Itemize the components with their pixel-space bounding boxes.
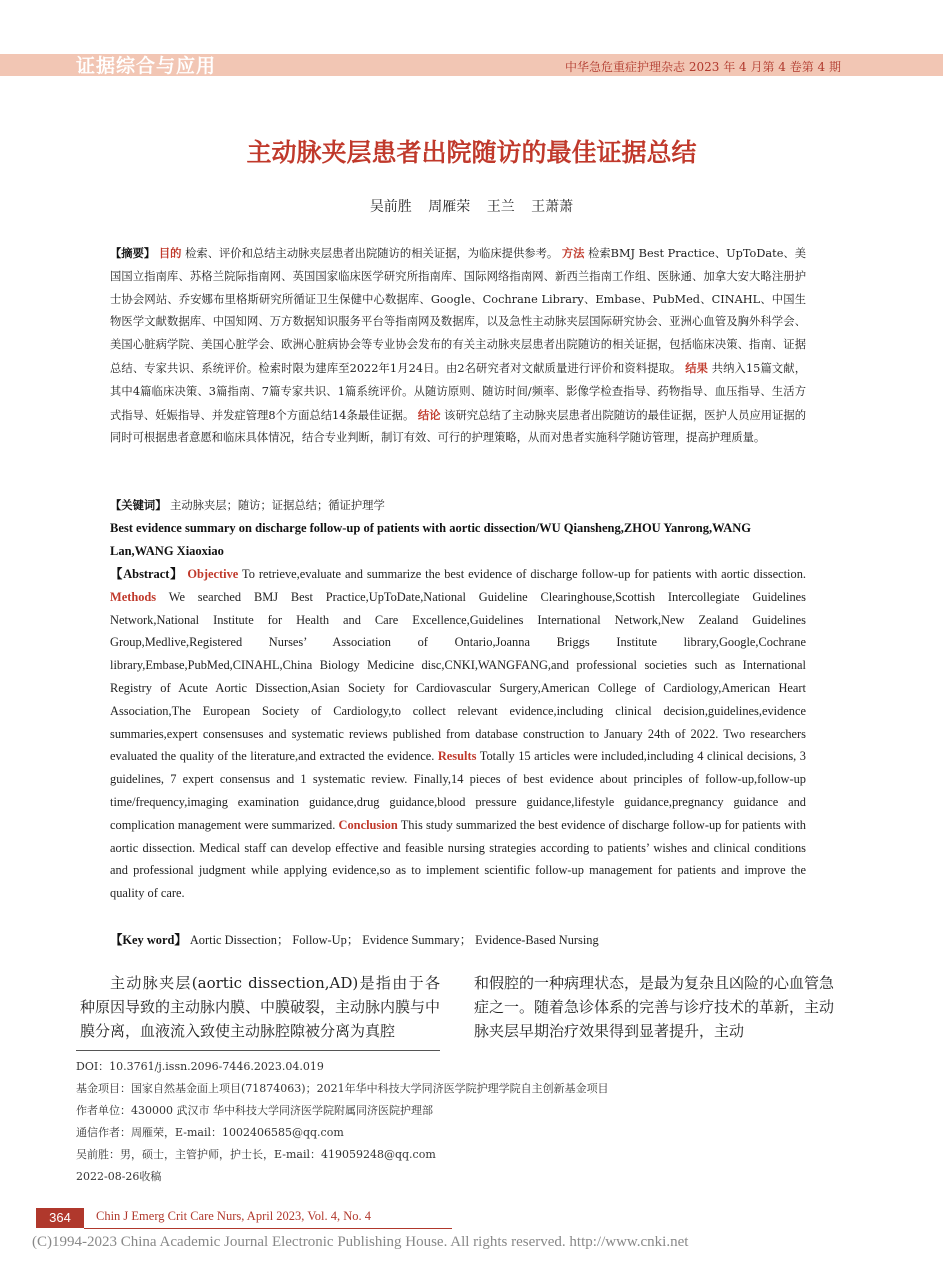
objective-en-text: To retrieve,evaluate and summarize the best evidence of discharge follow-up for patients with aortic dissection. bbox=[242, 567, 806, 581]
authors: 吴前胜 周雁荣 王兰 王萧萧 bbox=[369, 199, 574, 215]
abstract-en-label: 【Abstract】 bbox=[110, 567, 184, 581]
conclusion-label: 结论 bbox=[417, 407, 441, 422]
conclusion-en-label: Conclusion bbox=[338, 817, 398, 832]
keywords-en-label: 【Key word】 bbox=[110, 933, 187, 947]
footer-citation: Chin J Emerg Crit Care Nurs, April 2023, Vol. 4, No. 4 bbox=[96, 1209, 371, 1223]
abstract-en bbox=[110, 563, 806, 905]
methods-label: 方法 bbox=[561, 246, 585, 260]
body-left-column: 主动脉夹层(aortic dissection,AD)是指由于各种原因导致的主动脉内膜、中膜破裂，主动脉内膜与中膜分离，血液流入致使主动脉腔隙被分离为真腔 bbox=[80, 974, 441, 1040]
methods-en-text: We searched BMJ Best Practice,UpToDate,National Guideline Clearinghouse,Scottish Intercollegiate Guidelines Network,National Institute for Health and Care Excellence,Guidelines International Network,New Zealand Guidelines Group,Medlive,Registered Nurses’ Association of Ontario,Joanna Briggs Institute library,Google,Cochrane library,Embase,PubMed,CINAHL,China Biology Medicine disc,CNKI,WANGFANG,and professional societies such as International Registry of Acute Aortic Dissection,Asian Society for Cardiovascular Surgery,American College of Cardiology,American Heart Association,The European Society of Cardiology,to collect relevant evidence,including clinical decision,guidelines,evidence summaries,expert consensuses and systematic reviews published from database construction to January 24th of 2022. Two researchers evaluated the quality of the literature,and extracted the evidence. bbox=[110, 589, 807, 764]
keywords-cn bbox=[110, 494, 806, 518]
page-number: 364 bbox=[36, 1208, 84, 1228]
copyright: (C)1994-2023 China Academic Journal Electronic Publishing House. All rights reserved. http://www.cnki.net bbox=[32, 1234, 689, 1250]
journal-info: 中华急危重症护理杂志 2023 年 4 月第 4 卷第 4 期 bbox=[565, 60, 841, 74]
keywords-cn-label: 【关键词】 bbox=[110, 498, 167, 512]
objective-en-label: Objective bbox=[187, 567, 239, 581]
english-title: Best evidence summary on discharge follow-up of patients with aortic dissection/WU Qiansheng,ZHOU Yanrong,WANG Lan,WANG Xiaoxiao bbox=[110, 521, 751, 558]
corresponding-author: 通信作者：周雁荣，E-mail：1002406585@qq.com bbox=[76, 1126, 344, 1139]
received-date: 2022-08-26收稿 bbox=[76, 1170, 162, 1183]
affiliation: 作者单位：430000 武汉市 华中科技大学同济医学院附属同济医院护理部 bbox=[76, 1104, 433, 1117]
body-right-column: 和假腔的一种病理状态，是最为复杂且凶险的心血管急症之一。随着急诊体系的完善与诊疗技术的革新，主动脉夹层早期治疗效果得到显著提升，主动 bbox=[474, 974, 835, 1040]
keywords-cn-text: 主动脉夹层；随访；证据总结；循证护理学 bbox=[170, 499, 385, 512]
keywords-en-text: Aortic Dissection； Follow-Up； Evidence Summary； Evidence-Based Nursing bbox=[189, 933, 599, 947]
keywords-en bbox=[110, 929, 806, 952]
first-author: 吴前胜：男，硕士，主管护师，护士长，E-mail：419059248@qq.com bbox=[76, 1148, 436, 1161]
methods-en-label: Methods bbox=[110, 589, 157, 604]
results-en-text: Totally 15 articles were included,including 4 clinical decisions, 3 guidelines, 7 expert consensus and 1 systematic review. Finally,14 pieces of best evidence about principles of follow-up,follow-up time/frequency,imaging examination guidance,drug guidance,blood pressure guidance,lifestyle guidance,pregnancy guidance and complication management were summarized. bbox=[110, 749, 806, 832]
funding: 基金项目：国家自然基金面上项目(71874063)；2021年华中科技大学同济医学院护理学院自主创新基金项目 bbox=[76, 1082, 609, 1095]
footer-divider bbox=[84, 1228, 452, 1229]
section-label: 证据综合与应用 bbox=[76, 55, 217, 77]
methods-text: 检索BMJ Best Practice、UpToDate、美国国立指南库、苏格兰院际指南网、英国国家临床医学研究所指南库、国际网络指南网、新西兰指南工作组、医脉通、加拿大安大略注册护士协会网站、乔安娜布里格斯研究所循证卫生保健中心数据库、Google、Cochrane Library、Embase、PubMed、CINAHL、中国生物医学文献数据库、中国知网、万方数据知识服务平台等指南网及数据库，以及急性主动脉夹层国际研究协会、亚洲心血管及胸外科学会、美国心脏病学院、美国心脏学会、欧洲心脏病协会等专业协会发布的有关主动脉夹层患者出院随访的相关证据，包括临床决策、指南、证据总结、专家共识、系统评价。检索时限为建库至2022年1月24日。由2名研究者对文献质量进行评价和资料提取。 bbox=[110, 247, 806, 375]
abstract-cn-label: 【摘要】 bbox=[110, 246, 156, 260]
footnote-divider bbox=[76, 1050, 440, 1051]
results-en-label: Results bbox=[437, 749, 477, 764]
doi: DOI：10.3761/j.issn.2096-7446.2023.04.019 bbox=[76, 1060, 324, 1073]
results-text: 共纳入15篇文献，其中4篇临床决策、3篇指南、7篇专家共识、1篇系统评价。从随访原则、随访时间/频率、影像学检查指导、药物指导、血压指导、生活方式指导、妊娠指导、并发症管理8个方面总结14条最佳证据。 bbox=[110, 361, 806, 422]
footnotes bbox=[76, 1056, 876, 1188]
objective-text: 检索、评价和总结主动脉夹层患者出院随访的相关证据，为临床提供参考。 bbox=[185, 247, 559, 260]
abstract-cn bbox=[110, 242, 806, 450]
objective-label: 目的 bbox=[158, 246, 182, 260]
article-title: 主动脉夹层患者出院随访的最佳证据总结 bbox=[246, 138, 697, 167]
conclusion-en-text: This study summarized the best evidence of discharge follow-up for patients with aortic dissection. Medical staff can develop effective and feasible nursing strategies according to patients’ wishes and clinical conditions and professional judgment while applying evidence,so as to implement scientific follow-up management for patients and improve the quality of care. bbox=[110, 817, 806, 901]
conclusion-text: 该研究总结了主动脉夹层患者出院随访的最佳证据，医护人员应用证据的同时可根据患者意愿和临床具体情况，结合专业判断，制订有效、可行的护理策略，从而对患者实施科学随访管理，提高护理质量。 bbox=[110, 408, 806, 445]
results-label: 结果 bbox=[685, 360, 709, 375]
